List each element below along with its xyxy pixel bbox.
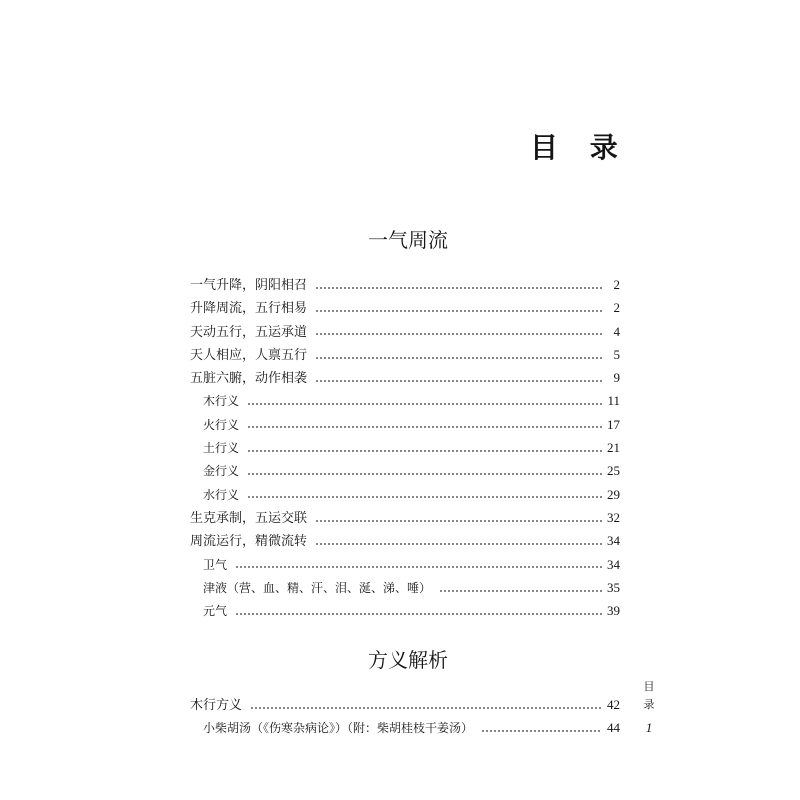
toc-entry [190, 506, 620, 529]
toc-entry-page-number: 44 [607, 720, 620, 736]
toc-entry [190, 343, 620, 366]
dot-leader [439, 590, 602, 592]
toc-entry-label: 木行方义 [190, 698, 243, 713]
section-heading: 一气周流 [368, 228, 448, 252]
toc-entry-label: 周流运行，精微流转 [190, 534, 308, 550]
toc-entry [190, 389, 620, 412]
toc-entry-page-number: 21 [607, 440, 620, 456]
section-heading: 方义解析 [368, 648, 448, 672]
toc-entry-page-number: 32 [607, 509, 620, 525]
toc-entry-page-number: 34 [607, 533, 620, 549]
toc-entry [190, 296, 620, 319]
toc-entry-label: 津液（营、血、精、汗、泪、涎、涕、唾） [203, 580, 432, 595]
toc-entry-page-number: 35 [607, 579, 620, 595]
toc-entry-page-number: 2 [613, 277, 620, 292]
dot-leader [247, 473, 602, 475]
dot-leader [247, 403, 602, 405]
dot-leader [247, 496, 602, 498]
toc-entry-label: 卫气 [203, 557, 228, 572]
toc-entry-label: 一气升降，阴阳相召 [190, 278, 308, 293]
running-header-char: 目 [643, 680, 655, 693]
toc-entry-label: 金行义 [203, 464, 240, 479]
page-title: 目 录 [530, 131, 624, 164]
toc-entry-page-number: 42 [607, 697, 620, 712]
toc-entry [190, 576, 620, 599]
toc-entry-page-number: 11 [607, 393, 620, 409]
dot-leader [481, 730, 602, 732]
toc-entry [190, 716, 620, 739]
toc-entry-page-number: 5 [613, 346, 620, 362]
running-header-char: 录 [643, 698, 655, 711]
dot-leader [315, 333, 602, 335]
dot-leader [250, 707, 602, 709]
toc-entry [190, 529, 620, 552]
toc-entry-label: 木行义 [203, 394, 240, 409]
dot-leader [315, 357, 602, 359]
toc-entry [190, 483, 620, 506]
dot-leader [315, 380, 602, 382]
toc-entry-label: 元气 [203, 604, 228, 619]
toc-entry [190, 459, 620, 482]
toc-entry [190, 273, 620, 296]
toc-entry [190, 366, 620, 389]
page-number: 1 [645, 720, 653, 735]
toc-entry-page-number: 17 [607, 416, 620, 432]
toc-list [190, 693, 620, 740]
toc-entry-label: 火行义 [203, 417, 240, 432]
toc-entry [190, 599, 620, 622]
running-header-marker [641, 678, 657, 737]
toc-entry [190, 436, 620, 459]
toc-entry-label: 升降周流，五行相易 [190, 301, 308, 317]
dot-leader [235, 566, 602, 568]
toc-list [190, 273, 620, 622]
dot-leader [235, 613, 602, 615]
toc-entry-label: 天人相应，人禀五行 [190, 347, 308, 363]
toc-entry-page-number: 2 [613, 300, 620, 316]
toc-entry-page-number: 29 [607, 486, 620, 502]
toc-entry-page-number: 9 [613, 370, 620, 386]
dot-leader [315, 287, 602, 289]
toc-entry-page-number: 25 [607, 463, 620, 479]
toc-entry-page-number: 39 [607, 603, 620, 619]
dot-leader [315, 310, 602, 312]
toc-entry [190, 693, 620, 716]
toc-entry [190, 413, 620, 436]
dot-leader [315, 543, 602, 545]
toc-entry-label: 水行义 [203, 487, 240, 502]
toc-entry-label: 土行义 [203, 441, 240, 456]
toc-entry-page-number: 34 [607, 556, 620, 572]
toc-entry-label: 天动五行，五运承道 [190, 324, 308, 340]
toc-entry-page-number: 4 [613, 323, 620, 339]
dot-leader [315, 520, 602, 522]
toc-entry [190, 553, 620, 576]
dot-leader [247, 426, 602, 428]
toc-entry-label: 小柴胡汤（《伤寒杂病论》）（附：柴胡桂枝干姜汤） [203, 721, 474, 736]
toc-entry-label: 五脏六腑，动作相袭 [190, 371, 308, 387]
dot-leader [247, 450, 602, 452]
toc-entry [190, 320, 620, 343]
toc-entry-label: 生克承制，五运交联 [190, 510, 308, 526]
